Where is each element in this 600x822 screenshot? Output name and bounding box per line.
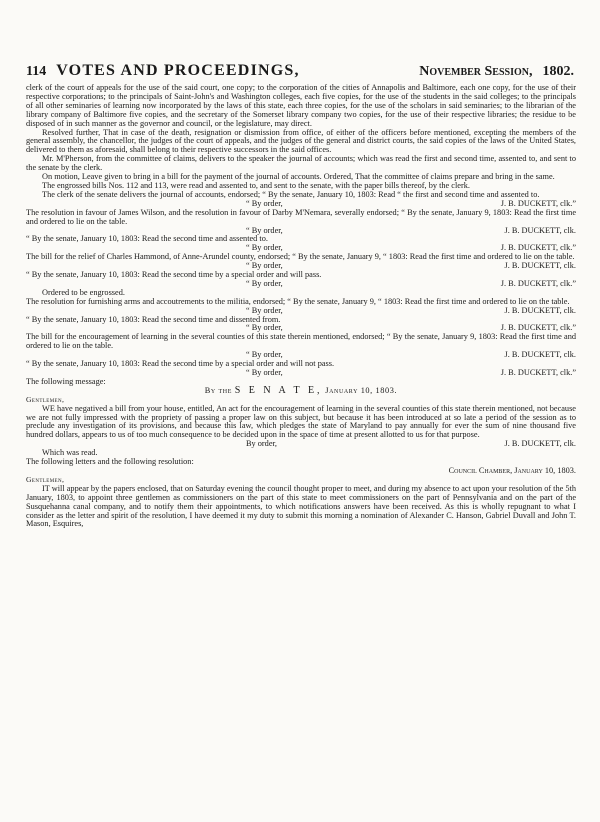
- by-order: “ By order,: [246, 198, 283, 208]
- council-chamber-date: Council Chamber, January 10, 1803.: [448, 465, 576, 475]
- by-order: “ By order,: [246, 225, 283, 235]
- senate-label: S E N A T E,: [234, 384, 323, 396]
- signature-line: [26, 440, 576, 449]
- paragraph: The engrossed bills Nos. 112 and 113, were read and assented to, and sent to the senate, with the paper bills thereof, by the clerk.: [42, 180, 470, 190]
- page-header: [26, 62, 574, 80]
- senate-date: January 10, 1803.: [325, 385, 398, 395]
- senate-message-heading: [26, 384, 576, 396]
- paragraph: IT will appear by the papers enclosed, that on Saturday evening the council thought proper to meet, and during my absence to act upon your resolution of the 5th January, 1803, to appoint three gentlemen as commissioners on the part of this state to meet commissioners on the part of Pennsylvania and on the part of the Susquehanna canal company, and to notify them their appointments, to which notifications answers have been received. As this is wholly repugnant to what I consider as the letter and spirit of the resolution, I have deemed it my duty to submit this morning a nomination of Alexander C. Hanson, Gabriel Duvall and John T. Mason, Esquires,: [26, 483, 576, 529]
- paragraph: Which was read.: [42, 448, 98, 458]
- paragraph: Mr. M'Pherson, from the committee of claims, delivers to the speaker the journal of accounts; which was read the first and second time, assented to, and sent to the senate by the clerk.: [26, 154, 576, 173]
- by-order: “ By order,: [246, 350, 283, 360]
- paragraph: WE have negatived a bill from your house, entitled, An act for the encouragement of learning in the several counties of this state therein mentioned, not because we are not fully impressed with the propriety of passing a proper law on this subject, but because it has been introduced at so late a period of the session as to preclude any investigation of its provisions, and because this law, which pledges the state of Maryland to pay annually for ever the sum of nine thousand five hundred dollars, appears to us of too much consequence to be decided upon in the space of time at present allotted to us for that purpose.: [26, 403, 576, 440]
- paragraph: “ By the senate, January 10, 1803: Read the second time and assented to.: [26, 234, 268, 244]
- clerk-name: J. B. DUCKETT, clk.: [504, 225, 576, 235]
- signature-line: [26, 369, 576, 378]
- by-order: “ By order,: [246, 305, 283, 315]
- by-order: By order,: [246, 439, 278, 449]
- salutation: Gentlemen,: [26, 474, 65, 484]
- running-title: VOTES AND PROCEEDINGS,: [56, 62, 300, 79]
- paragraph: Ordered to be engrossed.: [42, 287, 125, 297]
- clerk-name: J. B. DUCKETT, clk.: [504, 350, 576, 360]
- session-label: November Session,: [419, 64, 533, 79]
- page-number: 114: [26, 64, 47, 79]
- by-order: “ By order,: [246, 261, 283, 271]
- paragraph: The bill for the encouragement of learning in the several counties of this state therein mentioned, endorsed; “ By the senate, January 9, 1803: Read the first time and ordered to lie on the table.: [26, 332, 576, 351]
- paragraph: Resolved further, That in case of the death, resignation or dismission from office, of either of the officers before mentioned, excepting the members of the general assembly, the chancellor, the judges of the court of appeals, and the judges of the general and district courts, the said copies of the laws of the United States, delivered to them as aforesaid, shall belong to their respective successors in the said offices.: [26, 127, 576, 155]
- clerk-name: J. B. DUCKETT, clk.: [504, 305, 576, 315]
- salutation: Gentlemen,: [26, 394, 65, 404]
- paragraph: The following message:: [26, 376, 106, 386]
- clerk-name: J. B. DUCKETT, clk.”: [500, 243, 576, 253]
- paragraph: “ By the senate, January 10, 1803: Read the second time and dissented from.: [26, 314, 281, 324]
- paragraph: On motion, Leave given to bring in a bill for the payment of the journal of accounts. Ordered, That the committee of claims prepare and bring in the same.: [42, 172, 555, 182]
- paragraph: “ By the senate, January 10, 1803: Read the second time by a special order and will pass.: [26, 270, 322, 280]
- by-order: “ By order,: [246, 278, 283, 288]
- paragraph: The resolution for furnishing arms and accoutrements to the militia, endorsed; “ By the senate, January 9, “ 1803: Read the first time and ordered to lie on the table.: [26, 296, 570, 306]
- paragraph: clerk of the court of appeals for the use of the said court, one copy; to the corporation of the cities of Annapolis and Baltimore, each one copy, for the use of their respective corporations; to the principals of Saint-John's and Washington colleges, each five copies, for the use of the students in the said colleges; to the principals of all other seminaries of learning now incorporated by the laws of this state, each three copies, for the use of the scholars in said seminaries; to the librarian of the library company of Baltimore five copies, and the secretary of the Somerset library company two copies, for the use of their respective libraries; the residue to be disposed of in such manner as the governor and council, or the legislature, may direct.: [26, 83, 576, 128]
- by-order: “ By order,: [246, 368, 283, 377]
- clerk-name: J. B. DUCKETT, clk.”: [500, 323, 576, 333]
- paragraph: “ By the senate, January 10, 1803: Read the second time by a special order and will not pass.: [26, 359, 335, 369]
- clerk-name: J. B. DUCKETT, clk.: [504, 439, 576, 449]
- paragraph: The clerk of the senate delivers the journal of accounts, endorsed; “ By the senate, January 10, 1803: Read “ the first and second time and assented to.: [42, 189, 540, 199]
- clerk-name: J. B. DUCKETT, clk.”: [500, 198, 576, 208]
- paragraph: The resolution in favour of James Wilson, and the resolution in favour of Darby M'Nemara, severally endorsed; “ By the senate, January 9, 1803: Read the first time and ordered to lie on the table.: [26, 207, 576, 226]
- document-body: [26, 84, 576, 529]
- paragraph: The following letters and the following resolution:: [26, 457, 194, 467]
- by-the-label: By the: [204, 385, 232, 395]
- clerk-name: J. B. DUCKETT, clk.”: [500, 278, 576, 288]
- by-order: “ By order,: [246, 243, 283, 253]
- by-order: “ By order,: [246, 323, 283, 333]
- session-year: 1802.: [542, 64, 574, 79]
- clerk-name: J. B. DUCKETT, clk.”: [500, 368, 576, 377]
- clerk-name: J. B. DUCKETT, clk.: [504, 261, 576, 271]
- paragraph: The bill for the relief of Charles Hammond, of Anne-Arundel county, endorsed; “ By the senate, January 9, “ 1803: Read the first time and ordered to lie on the table.: [26, 252, 575, 262]
